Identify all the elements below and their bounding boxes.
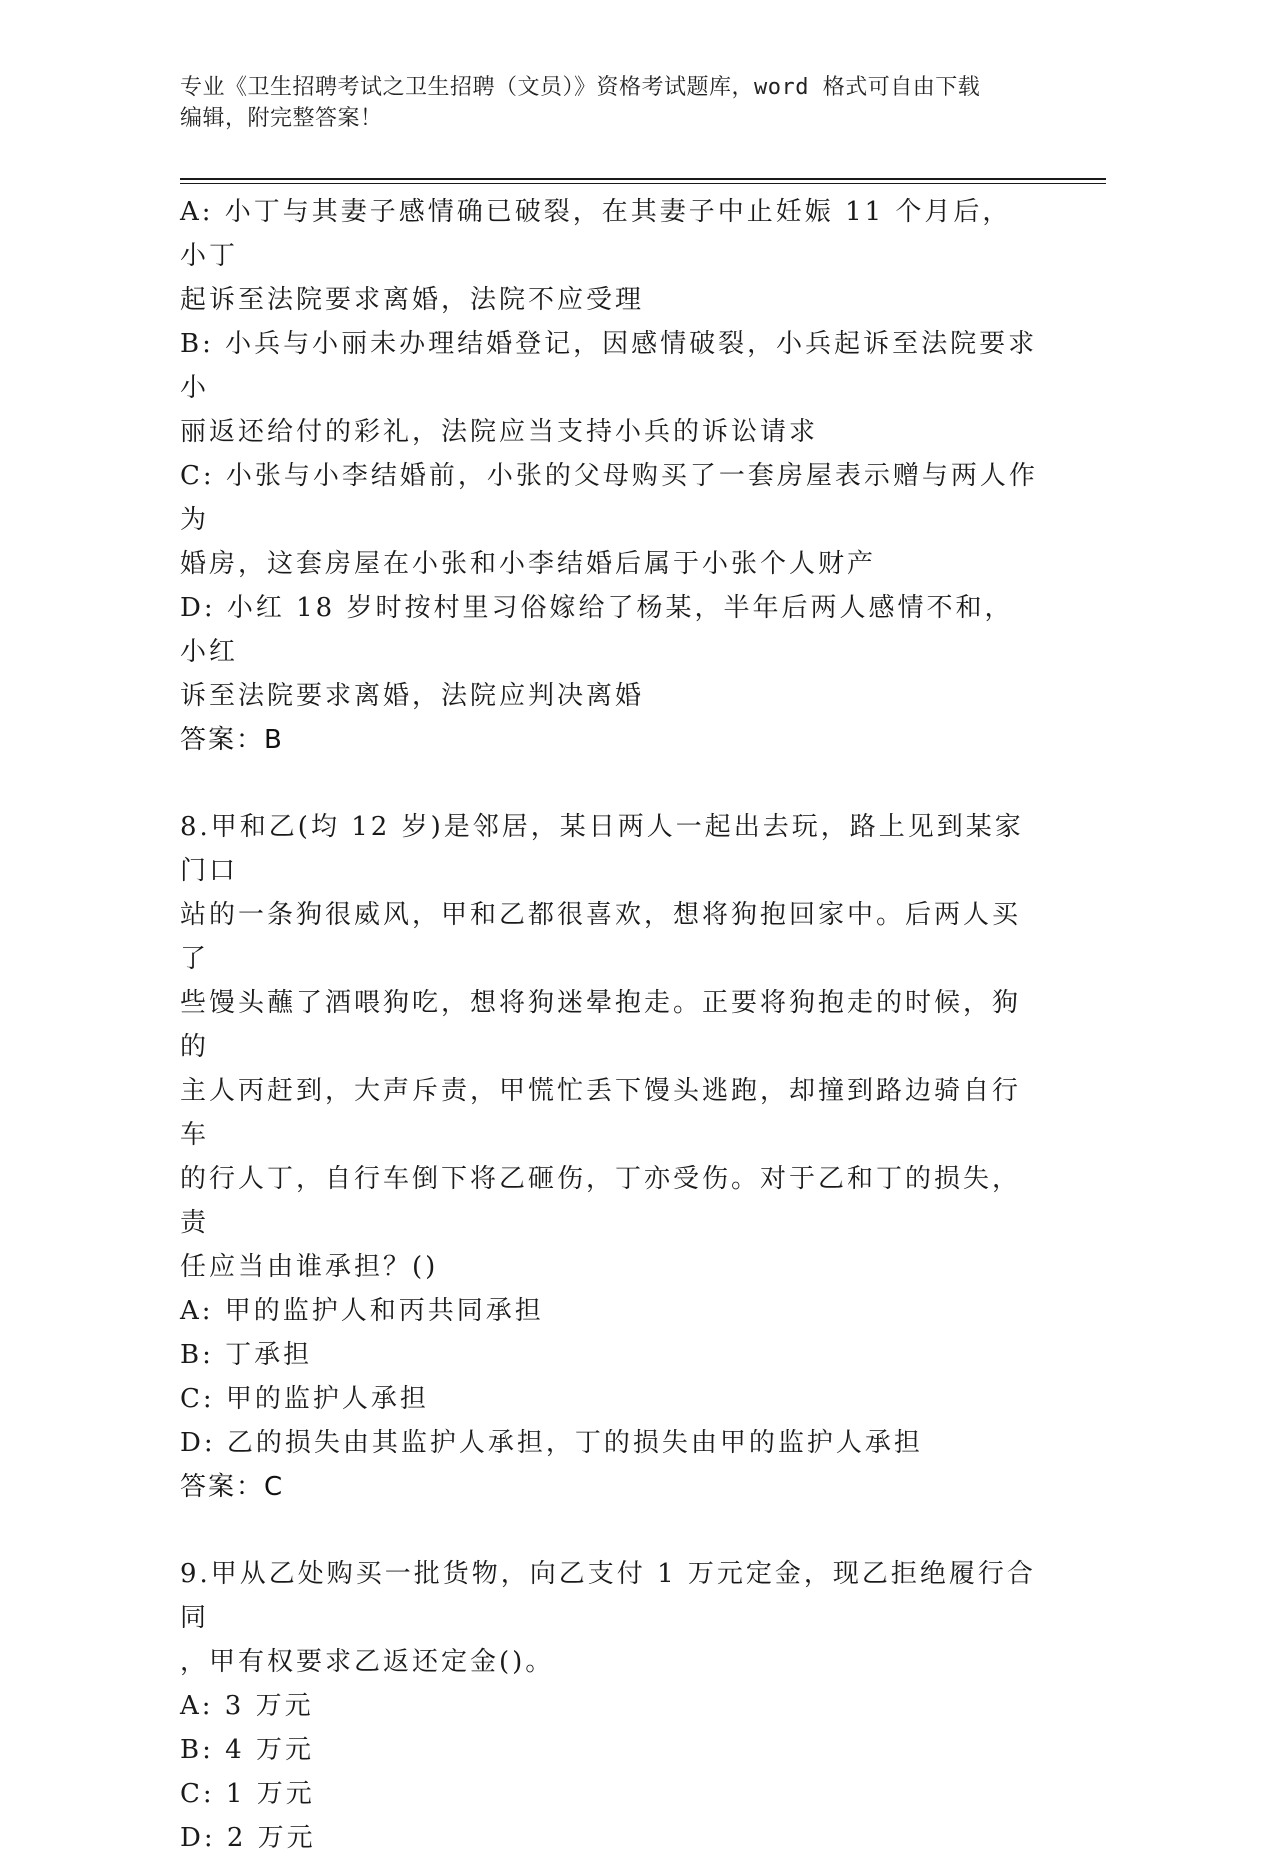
stem-line: 主人丙赶到，大声斥责，甲慌忙丢下馒头逃跑，却撞到路边骑自行车: [180, 1076, 1022, 1150]
stem-line: 任应当由谁承担？(): [180, 1252, 439, 1282]
option-line: B: 小兵与小丽未办理结婚登记，因感情破裂，小兵起诉至法院要求小: [180, 329, 1038, 403]
spacer: [180, 762, 1040, 805]
stem-line: 9.甲从乙处购买一批货物，向乙支付 1 万元定金，现乙拒绝履行合同: [180, 1559, 1036, 1633]
option-line: A: 小丁与其妻子感情确已破裂，在其妻子中止妊娠 11 个月后，小丁: [180, 197, 1012, 271]
q7-block: [180, 190, 1040, 762]
option-line: 婚房，这套房屋在小张和小李结婚后属于小张个人财产: [180, 549, 877, 579]
q7-option-b: [180, 322, 1040, 454]
document-header: [180, 72, 1060, 134]
q9-option-a: A: 3 万元: [180, 1691, 314, 1721]
q8-option-d: D: 乙的损失由其监护人承担，丁的损失由甲的监护人承担: [180, 1428, 923, 1458]
q8-answer: 答案：C: [180, 1472, 285, 1502]
spacer: [180, 1509, 1040, 1552]
q7-option-d: [180, 586, 1040, 718]
q8-block: [180, 805, 1040, 1509]
header-line-2: 编辑，附完整答案！: [180, 106, 383, 131]
q8-stem: [180, 805, 1040, 1289]
q9-option-b: B: 4 万元: [180, 1735, 314, 1765]
question-content: [180, 190, 1040, 1860]
q7-option-c: [180, 454, 1040, 586]
header-rule-thick: [180, 178, 1106, 180]
stem-line: 的行人丁，自行车倒下将乙砸伤，丁亦受伤。对于乙和丁的损失，责: [180, 1164, 1022, 1238]
option-line: 诉至法院要求离婚，法院应判决离婚: [180, 681, 645, 711]
header-rule-thin: [180, 183, 1106, 184]
option-line: D: 小红 18 岁时按村里习俗嫁给了杨某，半年后两人感情不和，小红: [180, 593, 1014, 667]
option-line: C: 小张与小李结婚前，小张的父母购买了一套房屋表示赠与两人作为: [180, 461, 1038, 535]
q9-block: [180, 1552, 1040, 1860]
q9-option-c: C: 1 万元: [180, 1779, 315, 1809]
q7-option-a: [180, 190, 1040, 322]
q7-answer: 答案：B: [180, 725, 284, 755]
stem-line: 8.甲和乙(均 12 岁)是邻居，某日两人一起出去玩，路上见到某家门口: [180, 812, 1024, 886]
option-line: 丽返还给付的彩礼，法院应当支持小兵的诉讼请求: [180, 417, 819, 447]
header-line-1: 专业《卫生招聘考试之卫生招聘（文员）》资格考试题库，word 格式可自由下载: [180, 75, 981, 100]
q8-option-c: C: 甲的监护人承担: [180, 1384, 429, 1414]
stem-line: 些馒头蘸了酒喂狗吃，想将狗迷晕抱走。正要将狗抱走的时候，狗的: [180, 988, 1022, 1062]
q8-option-a: A: 甲的监护人和丙共同承担: [180, 1296, 544, 1326]
q9-option-d: D: 2 万元: [180, 1823, 316, 1853]
option-line: 起诉至法院要求离婚，法院不应受理: [180, 285, 645, 315]
stem-line: 站的一条狗很威风，甲和乙都很喜欢，想将狗抱回家中。后两人买了: [180, 900, 1022, 974]
stem-line: ，甲有权要求乙返还定金()。: [180, 1647, 555, 1677]
q9-stem: [180, 1552, 1040, 1684]
q8-option-b: B: 丁承担: [180, 1340, 313, 1370]
